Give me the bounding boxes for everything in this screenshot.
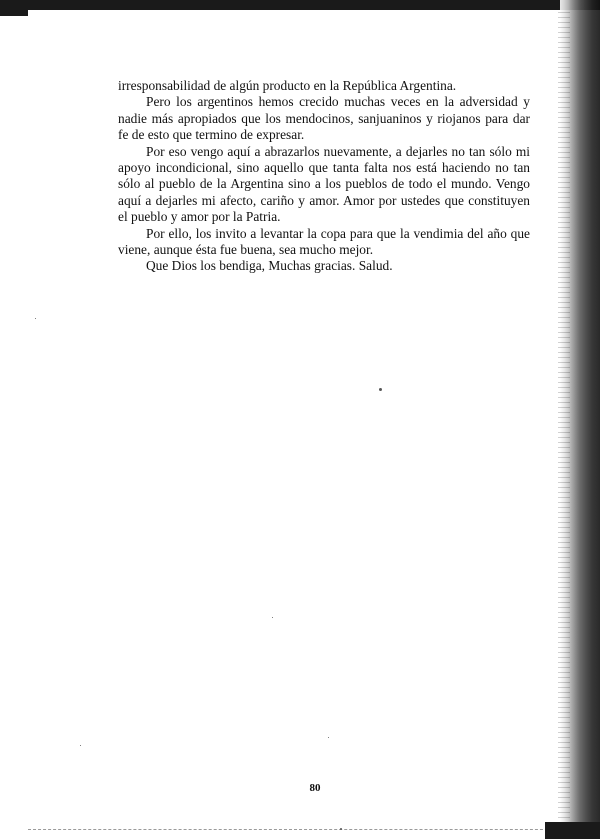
scan-speck (80, 745, 81, 746)
scan-speck (340, 828, 342, 830)
page-number: 80 (309, 782, 321, 794)
scan-edge-speckle (558, 12, 570, 822)
scan-bottom-line (28, 829, 558, 831)
paragraph: Que Dios los bendiga, Muchas gracias. Salud. (146, 258, 393, 274)
scan-speck (328, 737, 329, 738)
paragraph: Por eso vengo aquí a abrazarlos nuevamente, a dejarles no tan sólo mi apoyo incondicional, sino aquello que tanta falta nos está haciendo no tan sólo al pueblo de la Argentina sino a los pueblos de todo el mundo. Vengo aquí a dejarles mi afecto, cariño y amor. Amor por ustedes que constituyen el pueblo y amor por la Patria. (118, 143, 530, 225)
scan-top-notch (0, 8, 28, 16)
scan-bottom-corner (545, 822, 600, 839)
scan-top-border (0, 0, 600, 10)
scan-speck (35, 318, 36, 319)
paragraph: irresponsabilidad de algún producto en la República Argentina. (118, 78, 457, 93)
scan-speck (272, 617, 273, 618)
paragraph: Por ello, los invito a levantar la copa para que la vendimia del año que viene, aunque ésta fue buena, sea mucho mejor. (118, 225, 530, 258)
body-text (118, 78, 530, 275)
paragraph: Pero los argentinos hemos crecido muchas veces en la adversidad y nadie más apropiados que los mendocinos, sanjuaninos y riojanos para dar fe de esto que termino de expresar. (118, 94, 530, 143)
scan-speck (379, 388, 382, 391)
